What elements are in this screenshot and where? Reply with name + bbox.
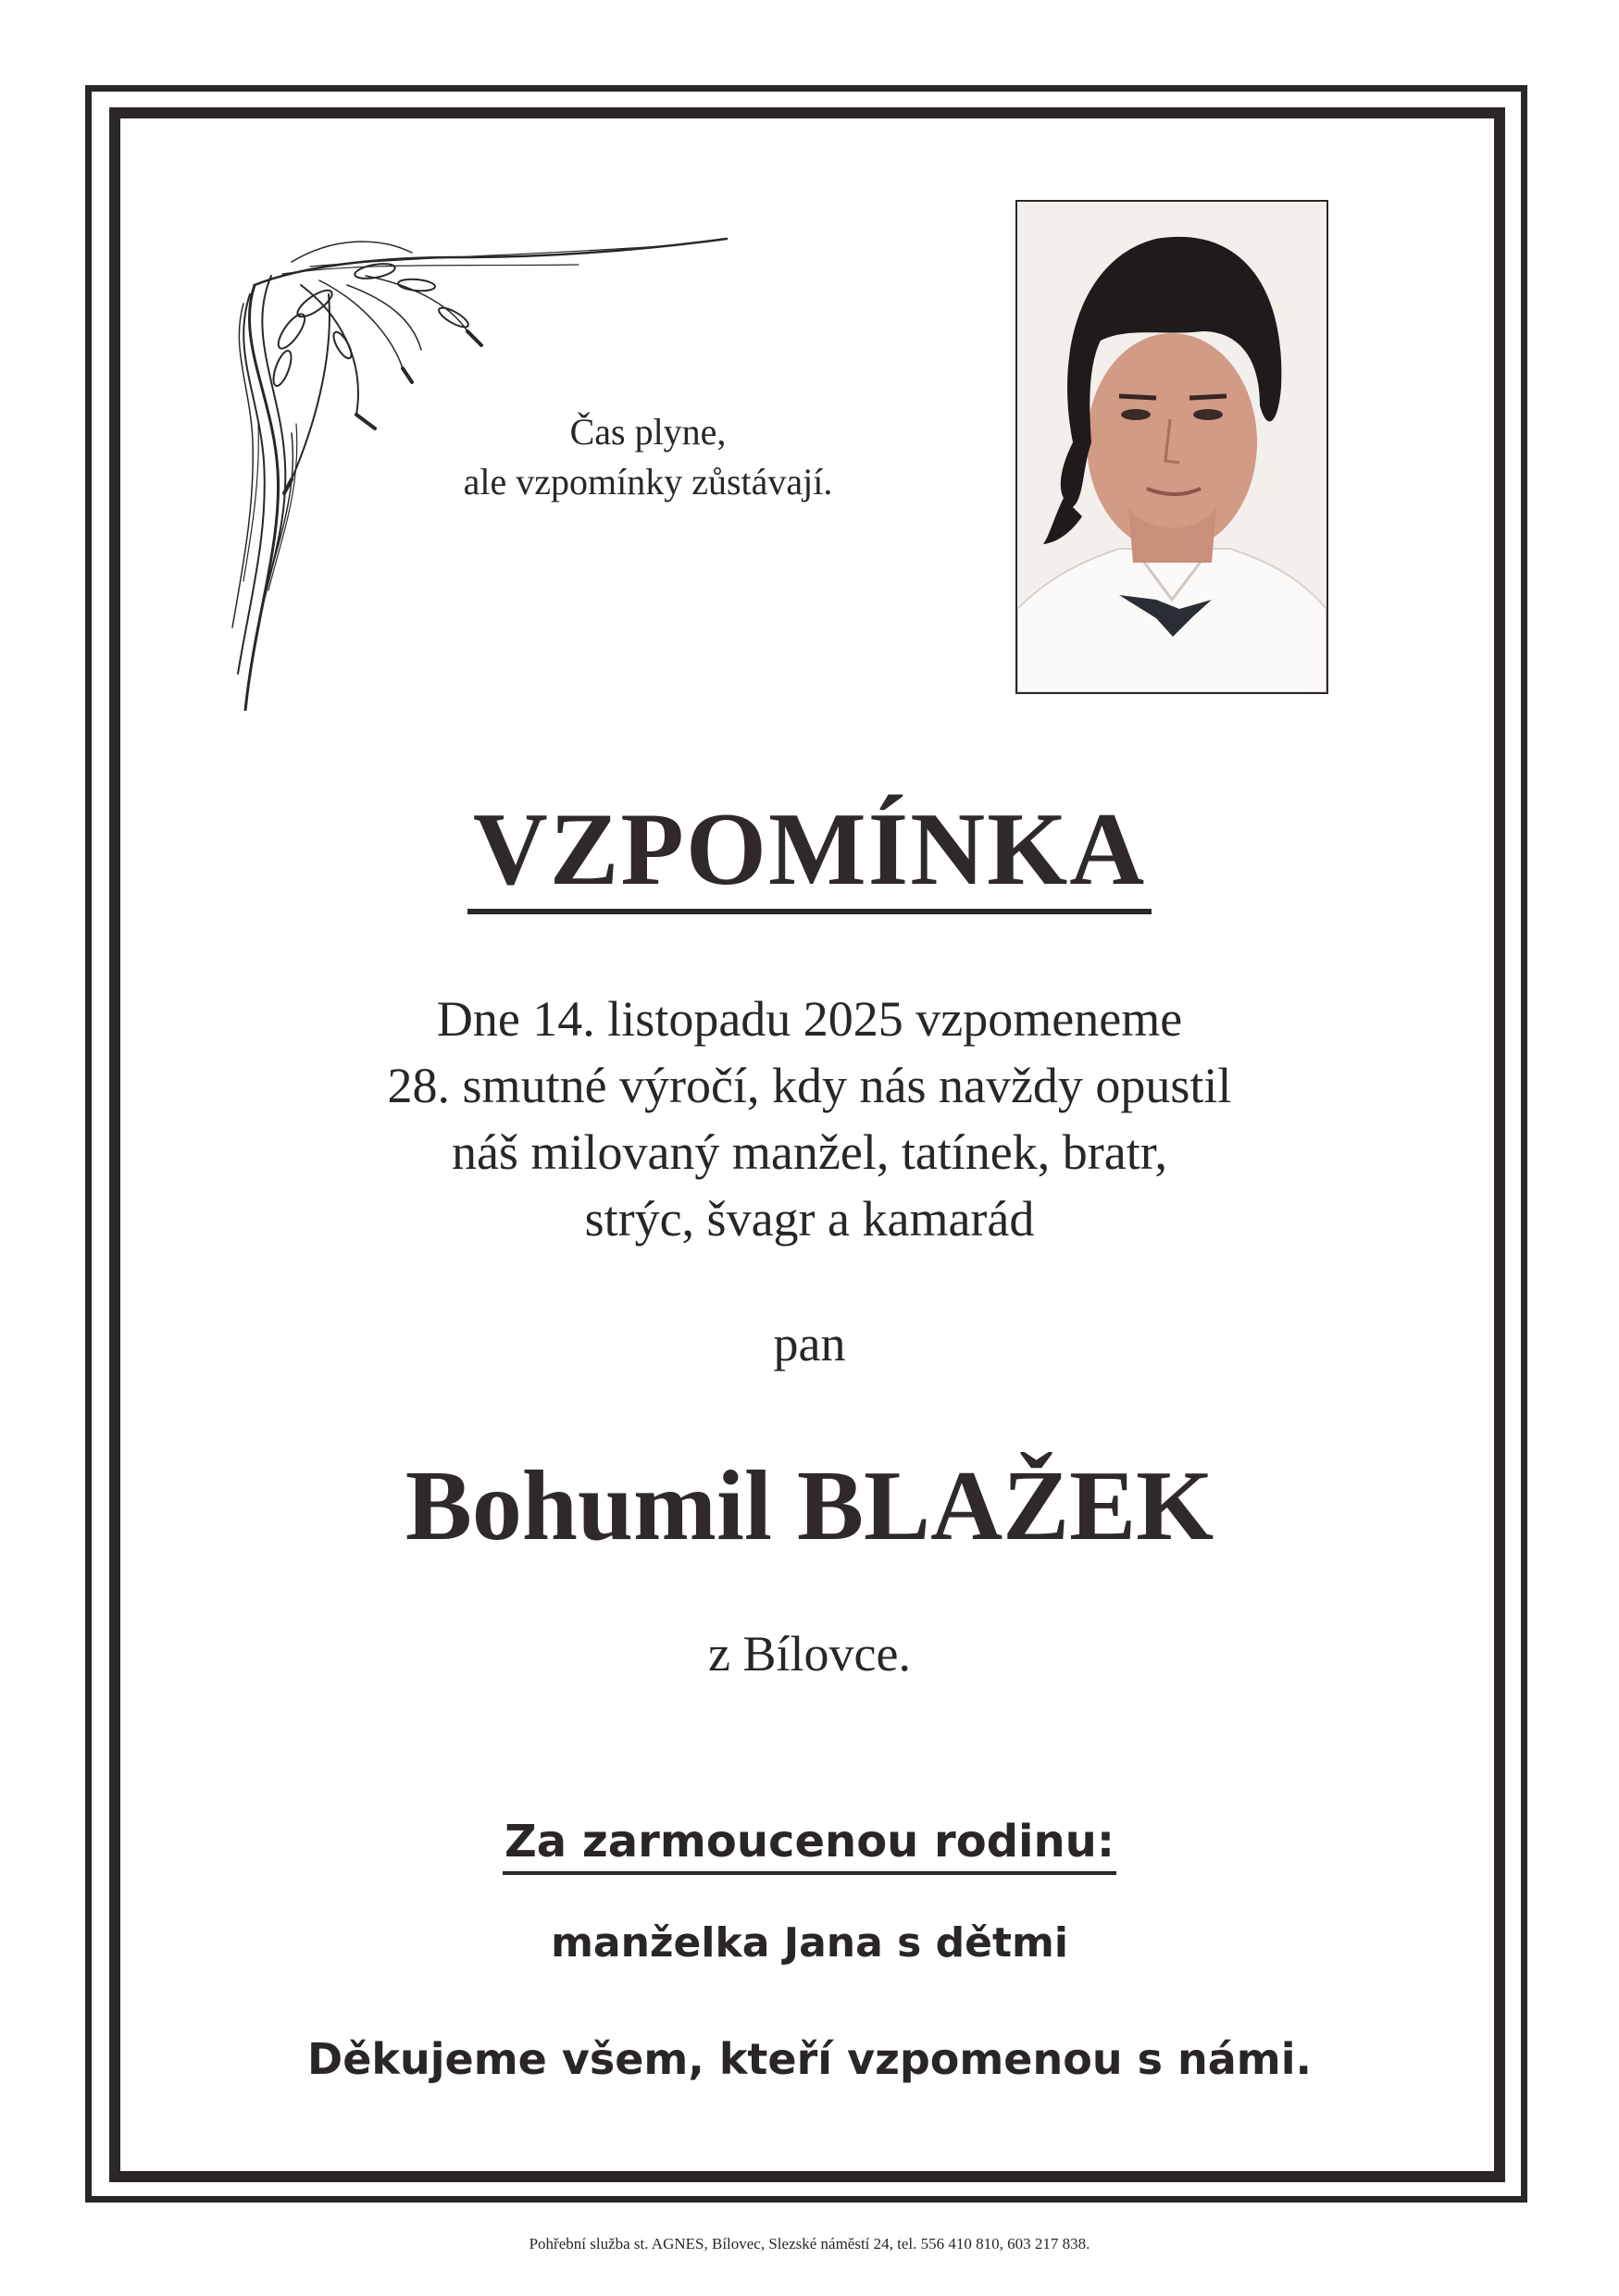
announcement-text	[0, 986, 1619, 1252]
announcement-line-2: 28. smutné výročí, kdy nás navždy opustil	[387, 1058, 1232, 1113]
title-text: VZPOMÍNKA	[467, 794, 1152, 914]
portrait-photo-icon	[1017, 202, 1326, 692]
funeral-service-footer: Pohřební služba st. AGNES, Bílovec, Slezské náměstí 24, tel. 556 410 810, 603 217 838.	[529, 2235, 1090, 2253]
origin-town: z Bílovce.	[708, 1626, 911, 1682]
family-heading-text: Za zarmoucenou rodinu:	[503, 1814, 1116, 1875]
family-heading	[0, 1814, 1619, 1875]
motto	[370, 407, 926, 507]
thanks-line: Děkujeme všem, kteří vzpomenou s námi.	[307, 2034, 1312, 2084]
family-members: manželka Jana s dětmi	[551, 1919, 1068, 1967]
honorific: pan	[773, 1316, 846, 1371]
motto-line-2: ale vzpomínky zůstávají.	[463, 461, 833, 503]
announcement-line-3: náš milovaný manžel, tatínek, bratr,	[451, 1124, 1168, 1180]
motto-line-1: Čas plyne,	[569, 411, 727, 453]
portrait-photo	[1015, 200, 1328, 694]
deceased-name: Bohumil BLAŽEK	[405, 1451, 1214, 1561]
announcement-line-4: strýc, švagr a kamarád	[584, 1191, 1035, 1247]
page-title	[0, 794, 1619, 914]
announcement-line-1: Dne 14. listopadu 2025 vzpomeneme	[436, 991, 1183, 1047]
